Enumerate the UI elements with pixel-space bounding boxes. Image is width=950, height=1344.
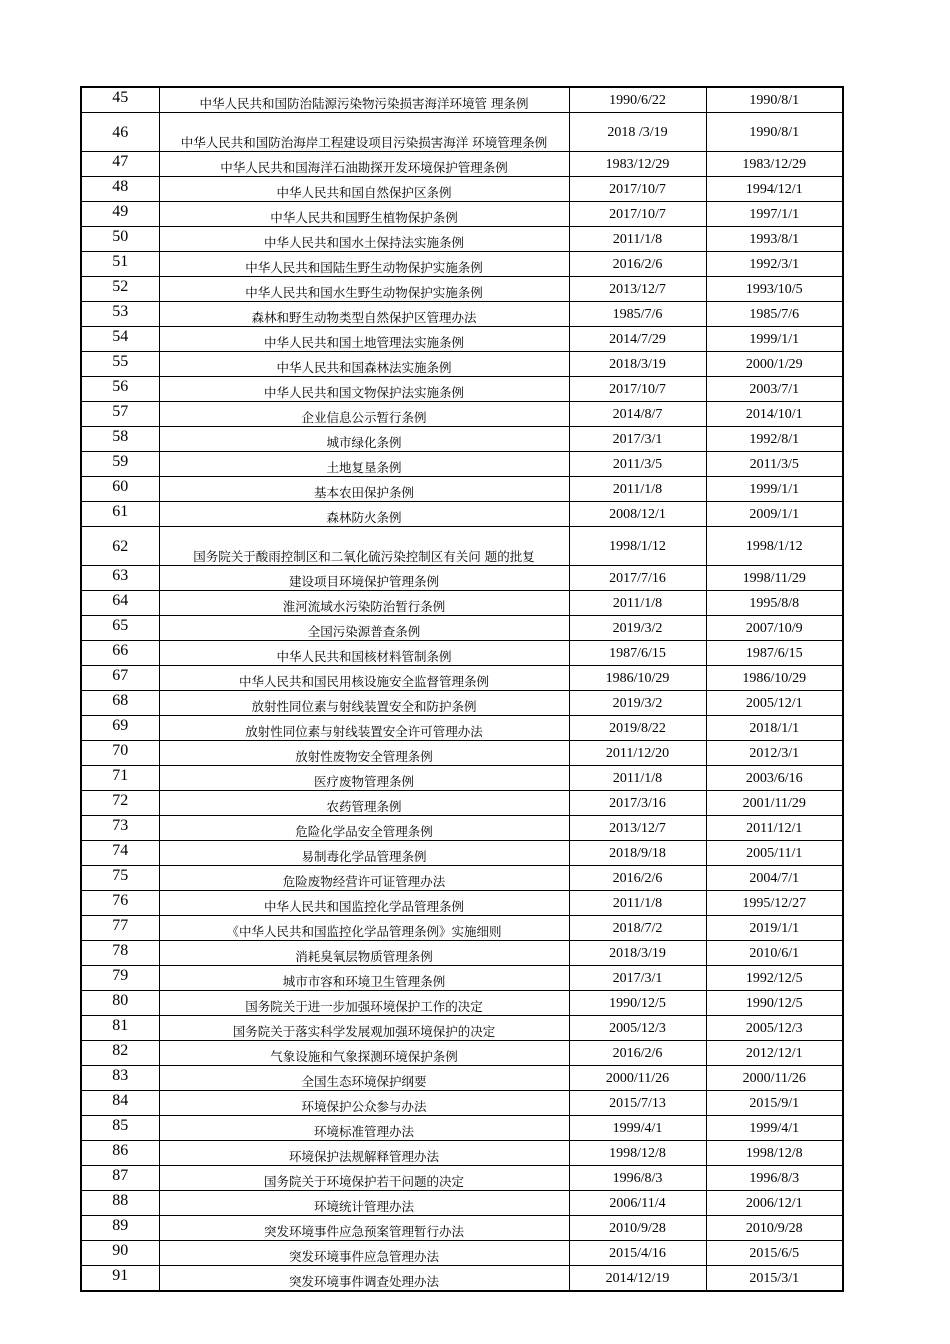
row-number-cell: 71 bbox=[81, 766, 159, 791]
regulation-name-cell: 城市市容和环境卫生管理条例 bbox=[159, 966, 569, 991]
table-row bbox=[81, 966, 843, 991]
table-row bbox=[81, 591, 843, 616]
revised-date-cell: 2011/1/8 bbox=[569, 227, 706, 252]
table-row bbox=[81, 666, 843, 691]
table-row bbox=[81, 1141, 843, 1166]
revised-date-cell: 2010/9/28 bbox=[569, 1216, 706, 1241]
effective-date-cell: 2005/12/3 bbox=[706, 1016, 843, 1041]
regulations-table-body bbox=[81, 87, 843, 1291]
row-number-cell: 74 bbox=[81, 841, 159, 866]
regulation-name-cell: 危险化学品安全管理条例 bbox=[159, 816, 569, 841]
table-row bbox=[81, 1241, 843, 1266]
revised-date-cell: 2011/1/8 bbox=[569, 766, 706, 791]
row-number-cell: 82 bbox=[81, 1041, 159, 1066]
revised-date-cell: 2015/4/16 bbox=[569, 1241, 706, 1266]
regulations-table bbox=[80, 86, 844, 1292]
revised-date-cell: 2016/2/6 bbox=[569, 866, 706, 891]
revised-date-cell: 2019/3/2 bbox=[569, 616, 706, 641]
table-row bbox=[81, 991, 843, 1016]
row-number-cell: 55 bbox=[81, 352, 159, 377]
row-number-cell: 59 bbox=[81, 452, 159, 477]
effective-date-cell: 1986/10/29 bbox=[706, 666, 843, 691]
regulations-sheet bbox=[80, 86, 842, 1292]
row-number-cell: 78 bbox=[81, 941, 159, 966]
revised-date-cell: 2019/3/2 bbox=[569, 691, 706, 716]
effective-date-cell: 2018/1/1 bbox=[706, 716, 843, 741]
table-row bbox=[81, 916, 843, 941]
revised-date-cell: 2017/3/1 bbox=[569, 427, 706, 452]
regulation-name-cell: 放射性同位素与射线装置安全许可管理办法 bbox=[159, 716, 569, 741]
revised-date-cell: 2013/12/7 bbox=[569, 816, 706, 841]
table-row bbox=[81, 941, 843, 966]
row-number-cell: 56 bbox=[81, 377, 159, 402]
revised-date-cell: 2006/11/4 bbox=[569, 1191, 706, 1216]
revised-date-cell: 2013/12/7 bbox=[569, 277, 706, 302]
effective-date-cell: 2010/9/28 bbox=[706, 1216, 843, 1241]
table-row bbox=[81, 891, 843, 916]
regulation-name-cell: 国务院关于酸雨控制区和二氧化硫污染控制区有关问 题的批复 bbox=[159, 527, 569, 566]
row-number-cell: 79 bbox=[81, 966, 159, 991]
revised-date-cell: 2000/11/26 bbox=[569, 1066, 706, 1091]
effective-date-cell: 2015/6/5 bbox=[706, 1241, 843, 1266]
effective-date-cell: 1992/8/1 bbox=[706, 427, 843, 452]
effective-date-cell: 1996/8/3 bbox=[706, 1166, 843, 1191]
row-number-cell: 91 bbox=[81, 1266, 159, 1292]
row-number-cell: 53 bbox=[81, 302, 159, 327]
regulation-name-cell: 中华人民共和国陆生野生动物保护实施条例 bbox=[159, 252, 569, 277]
revised-date-cell: 2011/12/20 bbox=[569, 741, 706, 766]
row-number-cell: 65 bbox=[81, 616, 159, 641]
regulation-name-cell: 中华人民共和国野生植物保护条例 bbox=[159, 202, 569, 227]
table-row bbox=[81, 202, 843, 227]
effective-date-cell: 1994/12/1 bbox=[706, 177, 843, 202]
revised-date-cell: 2017/10/7 bbox=[569, 202, 706, 227]
effective-date-cell: 1999/4/1 bbox=[706, 1116, 843, 1141]
regulation-name-cell: 中华人民共和国监控化学品管理条例 bbox=[159, 891, 569, 916]
revised-date-cell: 2017/7/16 bbox=[569, 566, 706, 591]
revised-date-cell: 2014/8/7 bbox=[569, 402, 706, 427]
regulation-name-cell: 《中华人民共和国监控化学品管理条例》实施细则 bbox=[159, 916, 569, 941]
revised-date-cell: 2011/1/8 bbox=[569, 891, 706, 916]
row-number-cell: 85 bbox=[81, 1116, 159, 1141]
table-row bbox=[81, 1191, 843, 1216]
regulation-name-cell: 中华人民共和国土地管理法实施条例 bbox=[159, 327, 569, 352]
effective-date-cell: 1990/8/1 bbox=[706, 87, 843, 113]
row-number-cell: 89 bbox=[81, 1216, 159, 1241]
regulation-name-cell: 医疗废物管理条例 bbox=[159, 766, 569, 791]
revised-date-cell: 1990/12/5 bbox=[569, 991, 706, 1016]
effective-date-cell: 1990/8/1 bbox=[706, 113, 843, 152]
effective-date-cell: 2012/3/1 bbox=[706, 741, 843, 766]
row-number-cell: 62 bbox=[81, 527, 159, 566]
table-row bbox=[81, 566, 843, 591]
row-number-cell: 84 bbox=[81, 1091, 159, 1116]
effective-date-cell: 1998/1/12 bbox=[706, 527, 843, 566]
effective-date-cell: 2000/1/29 bbox=[706, 352, 843, 377]
table-row bbox=[81, 302, 843, 327]
regulation-name-cell: 建设项目环境保护管理条例 bbox=[159, 566, 569, 591]
table-row bbox=[81, 841, 843, 866]
row-number-cell: 83 bbox=[81, 1066, 159, 1091]
revised-date-cell: 1998/1/12 bbox=[569, 527, 706, 566]
row-number-cell: 88 bbox=[81, 1191, 159, 1216]
revised-date-cell: 1990/6/22 bbox=[569, 87, 706, 113]
row-number-cell: 52 bbox=[81, 277, 159, 302]
table-row bbox=[81, 87, 843, 113]
row-number-cell: 60 bbox=[81, 477, 159, 502]
table-row bbox=[81, 866, 843, 891]
effective-date-cell: 2003/7/1 bbox=[706, 377, 843, 402]
regulation-name-cell: 基本农田保护条例 bbox=[159, 477, 569, 502]
revised-date-cell: 2011/1/8 bbox=[569, 477, 706, 502]
revised-date-cell: 2018/9/18 bbox=[569, 841, 706, 866]
effective-date-cell: 1993/10/5 bbox=[706, 277, 843, 302]
effective-date-cell: 2015/9/1 bbox=[706, 1091, 843, 1116]
table-row bbox=[81, 1166, 843, 1191]
regulation-name-cell: 中华人民共和国海洋石油勘探开发环境保护管理条例 bbox=[159, 152, 569, 177]
row-number-cell: 76 bbox=[81, 891, 159, 916]
table-row bbox=[81, 1116, 843, 1141]
regulation-name-cell: 中华人民共和国防治陆源污染物污染损害海洋环境管 理条例 bbox=[159, 87, 569, 113]
regulation-name-cell: 国务院关于落实科学发展观加强环境保护的决定 bbox=[159, 1016, 569, 1041]
table-row bbox=[81, 177, 843, 202]
effective-date-cell: 2005/12/1 bbox=[706, 691, 843, 716]
revised-date-cell: 2014/7/29 bbox=[569, 327, 706, 352]
row-number-cell: 46 bbox=[81, 113, 159, 152]
table-row bbox=[81, 327, 843, 352]
table-row bbox=[81, 766, 843, 791]
revised-date-cell: 1986/10/29 bbox=[569, 666, 706, 691]
row-number-cell: 80 bbox=[81, 991, 159, 1016]
effective-date-cell: 1992/3/1 bbox=[706, 252, 843, 277]
effective-date-cell: 2012/12/1 bbox=[706, 1041, 843, 1066]
row-number-cell: 70 bbox=[81, 741, 159, 766]
regulation-name-cell: 中华人民共和国文物保护法实施条例 bbox=[159, 377, 569, 402]
regulation-name-cell: 危险废物经营许可证管理办法 bbox=[159, 866, 569, 891]
regulation-name-cell: 中华人民共和国水生野生动物保护实施条例 bbox=[159, 277, 569, 302]
effective-date-cell: 1999/1/1 bbox=[706, 327, 843, 352]
table-row bbox=[81, 352, 843, 377]
effective-date-cell: 1983/12/29 bbox=[706, 152, 843, 177]
revised-date-cell: 2016/2/6 bbox=[569, 1041, 706, 1066]
row-number-cell: 77 bbox=[81, 916, 159, 941]
regulation-name-cell: 农药管理条例 bbox=[159, 791, 569, 816]
revised-date-cell: 2017/3/1 bbox=[569, 966, 706, 991]
table-row bbox=[81, 402, 843, 427]
table-row bbox=[81, 377, 843, 402]
row-number-cell: 69 bbox=[81, 716, 159, 741]
effective-date-cell: 1998/12/8 bbox=[706, 1141, 843, 1166]
effective-date-cell: 1987/6/15 bbox=[706, 641, 843, 666]
table-row bbox=[81, 1216, 843, 1241]
regulation-name-cell: 消耗臭氧层物质管理条例 bbox=[159, 941, 569, 966]
table-row bbox=[81, 227, 843, 252]
table-row bbox=[81, 641, 843, 666]
row-number-cell: 81 bbox=[81, 1016, 159, 1041]
effective-date-cell: 2005/11/1 bbox=[706, 841, 843, 866]
regulation-name-cell: 淮河流域水污染防治暂行条例 bbox=[159, 591, 569, 616]
row-number-cell: 45 bbox=[81, 87, 159, 113]
regulation-name-cell: 环境保护法规解释管理办法 bbox=[159, 1141, 569, 1166]
revised-date-cell: 2018/3/19 bbox=[569, 352, 706, 377]
row-number-cell: 66 bbox=[81, 641, 159, 666]
row-number-cell: 90 bbox=[81, 1241, 159, 1266]
effective-date-cell: 1997/1/1 bbox=[706, 202, 843, 227]
revised-date-cell: 1985/7/6 bbox=[569, 302, 706, 327]
table-row bbox=[81, 1091, 843, 1116]
revised-date-cell: 1987/6/15 bbox=[569, 641, 706, 666]
table-row bbox=[81, 427, 843, 452]
effective-date-cell: 2009/1/1 bbox=[706, 502, 843, 527]
revised-date-cell: 2011/1/8 bbox=[569, 591, 706, 616]
revised-date-cell: 2017/10/7 bbox=[569, 377, 706, 402]
effective-date-cell: 2010/6/1 bbox=[706, 941, 843, 966]
table-row bbox=[81, 691, 843, 716]
table-row bbox=[81, 152, 843, 177]
effective-date-cell: 2011/3/5 bbox=[706, 452, 843, 477]
table-row bbox=[81, 716, 843, 741]
row-number-cell: 49 bbox=[81, 202, 159, 227]
regulation-name-cell: 土地复垦条例 bbox=[159, 452, 569, 477]
table-row bbox=[81, 252, 843, 277]
table-row bbox=[81, 477, 843, 502]
regulation-name-cell: 森林防火条例 bbox=[159, 502, 569, 527]
regulation-name-cell: 放射性同位素与射线装置安全和防护条例 bbox=[159, 691, 569, 716]
row-number-cell: 72 bbox=[81, 791, 159, 816]
table-row bbox=[81, 741, 843, 766]
regulation-name-cell: 环境保护公众参与办法 bbox=[159, 1091, 569, 1116]
revised-date-cell: 2008/12/1 bbox=[569, 502, 706, 527]
regulation-name-cell: 环境标准管理办法 bbox=[159, 1116, 569, 1141]
regulation-name-cell: 国务院关于进一步加强环境保护工作的决定 bbox=[159, 991, 569, 1016]
effective-date-cell: 1998/11/29 bbox=[706, 566, 843, 591]
regulation-name-cell: 国务院关于环境保护若干问题的决定 bbox=[159, 1166, 569, 1191]
effective-date-cell: 1990/12/5 bbox=[706, 991, 843, 1016]
row-number-cell: 87 bbox=[81, 1166, 159, 1191]
regulation-name-cell: 中华人民共和国森林法实施条例 bbox=[159, 352, 569, 377]
effective-date-cell: 2000/11/26 bbox=[706, 1066, 843, 1091]
regulation-name-cell: 中华人民共和国民用核设施安全监督管理条例 bbox=[159, 666, 569, 691]
regulation-name-cell: 突发环境事件调查处理办法 bbox=[159, 1266, 569, 1292]
revised-date-cell: 2018/7/2 bbox=[569, 916, 706, 941]
row-number-cell: 58 bbox=[81, 427, 159, 452]
table-row bbox=[81, 452, 843, 477]
regulation-name-cell: 森林和野生动物类型自然保护区管理办法 bbox=[159, 302, 569, 327]
revised-date-cell: 1996/8/3 bbox=[569, 1166, 706, 1191]
effective-date-cell: 2011/12/1 bbox=[706, 816, 843, 841]
regulation-name-cell: 易制毒化学品管理条例 bbox=[159, 841, 569, 866]
row-number-cell: 73 bbox=[81, 816, 159, 841]
effective-date-cell: 1992/12/5 bbox=[706, 966, 843, 991]
effective-date-cell: 2015/3/1 bbox=[706, 1266, 843, 1292]
table-row bbox=[81, 1041, 843, 1066]
table-row bbox=[81, 502, 843, 527]
table-row bbox=[81, 527, 843, 566]
revised-date-cell: 2005/12/3 bbox=[569, 1016, 706, 1041]
revised-date-cell: 2017/3/16 bbox=[569, 791, 706, 816]
table-row bbox=[81, 113, 843, 152]
effective-date-cell: 2007/10/9 bbox=[706, 616, 843, 641]
table-row bbox=[81, 791, 843, 816]
regulation-name-cell: 中华人民共和国自然保护区条例 bbox=[159, 177, 569, 202]
table-row bbox=[81, 816, 843, 841]
revised-date-cell: 2015/7/13 bbox=[569, 1091, 706, 1116]
effective-date-cell: 1985/7/6 bbox=[706, 302, 843, 327]
row-number-cell: 64 bbox=[81, 591, 159, 616]
table-row bbox=[81, 1066, 843, 1091]
regulation-name-cell: 城市绿化条例 bbox=[159, 427, 569, 452]
effective-date-cell: 2014/10/1 bbox=[706, 402, 843, 427]
regulation-name-cell: 环境统计管理办法 bbox=[159, 1191, 569, 1216]
effective-date-cell: 2006/12/1 bbox=[706, 1191, 843, 1216]
regulation-name-cell: 突发环境事件应急管理办法 bbox=[159, 1241, 569, 1266]
regulation-name-cell: 全国污染源普查条例 bbox=[159, 616, 569, 641]
row-number-cell: 47 bbox=[81, 152, 159, 177]
effective-date-cell: 2001/11/29 bbox=[706, 791, 843, 816]
revised-date-cell: 2014/12/19 bbox=[569, 1266, 706, 1292]
revised-date-cell: 2017/10/7 bbox=[569, 177, 706, 202]
revised-date-cell: 1998/12/8 bbox=[569, 1141, 706, 1166]
revised-date-cell: 2011/3/5 bbox=[569, 452, 706, 477]
row-number-cell: 86 bbox=[81, 1141, 159, 1166]
row-number-cell: 57 bbox=[81, 402, 159, 427]
effective-date-cell: 2004/7/1 bbox=[706, 866, 843, 891]
effective-date-cell: 1995/8/8 bbox=[706, 591, 843, 616]
table-row bbox=[81, 616, 843, 641]
row-number-cell: 48 bbox=[81, 177, 159, 202]
regulation-name-cell: 全国生态环境保护纲要 bbox=[159, 1066, 569, 1091]
effective-date-cell: 2019/1/1 bbox=[706, 916, 843, 941]
row-number-cell: 51 bbox=[81, 252, 159, 277]
regulation-name-cell: 中华人民共和国核材料管制条例 bbox=[159, 641, 569, 666]
table-row bbox=[81, 277, 843, 302]
regulation-name-cell: 中华人民共和国水土保持法实施条例 bbox=[159, 227, 569, 252]
table-row bbox=[81, 1266, 843, 1292]
row-number-cell: 54 bbox=[81, 327, 159, 352]
regulation-name-cell: 企业信息公示暂行条例 bbox=[159, 402, 569, 427]
revised-date-cell: 2019/8/22 bbox=[569, 716, 706, 741]
revised-date-cell: 2018/3/19 bbox=[569, 941, 706, 966]
regulation-name-cell: 放射性废物安全管理条例 bbox=[159, 741, 569, 766]
effective-date-cell: 1999/1/1 bbox=[706, 477, 843, 502]
row-number-cell: 67 bbox=[81, 666, 159, 691]
regulation-name-cell: 中华人民共和国防治海岸工程建设项目污染损害海洋 环境管理条例 bbox=[159, 113, 569, 152]
row-number-cell: 61 bbox=[81, 502, 159, 527]
revised-date-cell: 1999/4/1 bbox=[569, 1116, 706, 1141]
effective-date-cell: 1995/12/27 bbox=[706, 891, 843, 916]
effective-date-cell: 2003/6/16 bbox=[706, 766, 843, 791]
regulation-name-cell: 气象设施和气象探测环境保护条例 bbox=[159, 1041, 569, 1066]
effective-date-cell: 1993/8/1 bbox=[706, 227, 843, 252]
regulation-name-cell: 突发环境事件应急预案管理暂行办法 bbox=[159, 1216, 569, 1241]
revised-date-cell: 2018 /3/19 bbox=[569, 113, 706, 152]
table-row bbox=[81, 1016, 843, 1041]
row-number-cell: 50 bbox=[81, 227, 159, 252]
revised-date-cell: 1983/12/29 bbox=[569, 152, 706, 177]
row-number-cell: 68 bbox=[81, 691, 159, 716]
row-number-cell: 75 bbox=[81, 866, 159, 891]
row-number-cell: 63 bbox=[81, 566, 159, 591]
revised-date-cell: 2016/2/6 bbox=[569, 252, 706, 277]
